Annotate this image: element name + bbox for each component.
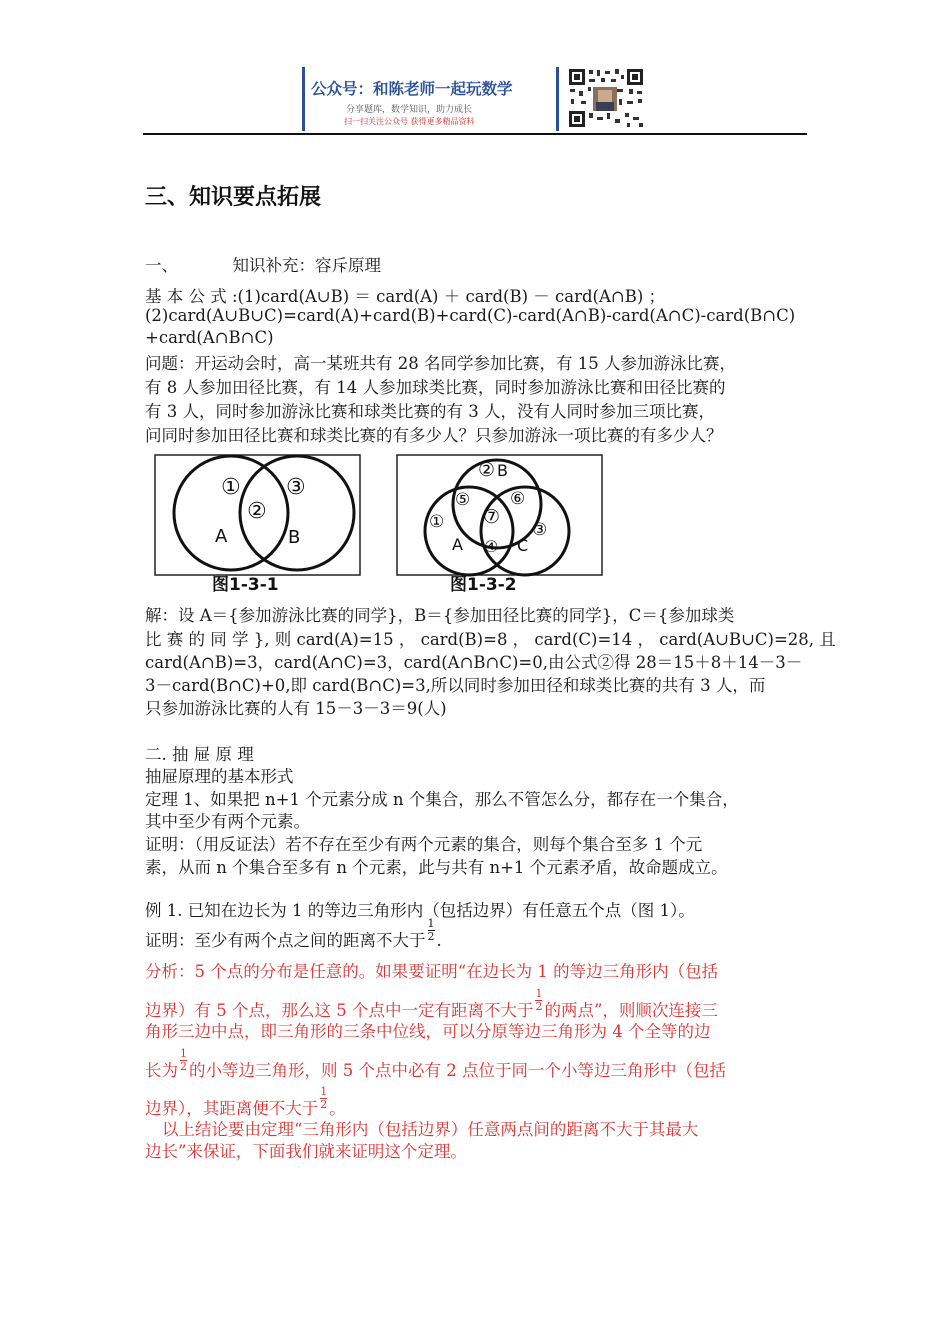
fig2-region-1: ① <box>429 512 445 532</box>
venn-figures <box>154 453 606 595</box>
banner-subtitle: 分享题库，数学知识，助力成长 <box>346 105 473 115</box>
analysis-line <box>145 988 718 1021</box>
analysis-text: 。 <box>329 1099 346 1118</box>
fig2-region-3: ③ <box>532 520 548 540</box>
example-line: 例 1. 已知在边长为 1 的等边三角形内（包括边界）有任意五个点（图 1）。 <box>145 901 695 920</box>
fraction-denominator: 2 <box>180 1060 187 1073</box>
venn-figure-2 <box>397 455 602 595</box>
fraction-numerator: 1 <box>535 987 543 1000</box>
part1-heading-num: 一、 <box>145 256 178 275</box>
fig2-region-7: ⑦ <box>483 506 501 528</box>
part2-subheading: 抽屉原理的基本形式 <box>145 767 294 786</box>
qr-code-icon <box>567 67 645 129</box>
analysis-text: 的两点”，则顺次连接三 <box>544 1001 718 1020</box>
fraction-denominator: 2 <box>535 1000 543 1013</box>
venn-figure-1 <box>155 455 360 595</box>
problem-line: 问题：开运动会时，高一某班共有 28 名同学参加比赛，有 15 人参加游泳比赛， <box>145 354 736 373</box>
section-title: 三、知识要点拓展 <box>145 185 322 210</box>
fig2-label-a: A <box>452 535 463 554</box>
fraction-half <box>428 918 435 943</box>
solution-line: card(A∩B)=3，card(A∩C)=3，card(A∩B∩C)=0,由公式②得 28＝15＋8＋14－3－ <box>145 653 803 672</box>
part1-heading <box>145 252 381 276</box>
header-rule <box>143 133 807 135</box>
proof-line: 证明：（用反证法）若不存在至少有两个元素的集合，则每个集合至多 1 个元 <box>145 835 703 854</box>
analysis-line: 以上结论要由定理“三角形内（包括边界）任意两点间的距离不大于其最大 <box>162 1120 699 1139</box>
analysis-text: 边界），其距离便不大于 <box>145 1099 319 1118</box>
solution-line: 3－card(B∩C)+0,即 card(B∩C)=3,所以同时参加田径和球类比赛的共有 3 人，而 <box>145 676 766 695</box>
fig1-caption: 图1-3-1 <box>212 575 279 595</box>
part1-heading-text: 知识补充：容斥原理 <box>232 256 381 275</box>
banner-tagline: 扫一扫关注公众号 获得更多精品资料 <box>344 117 475 126</box>
fraction-half <box>320 1086 327 1111</box>
solution-line: 比 赛 的 同 学 }, 则 card(A)=15 ， card(B)=8 ， card(C)=14 ， card(A∪B∪C)=28, 且 <box>145 630 836 649</box>
problem-line: 有 8 人参加田径比赛，有 14 人参加球类比赛，同时参加游泳比赛和田径比赛的 <box>145 378 726 397</box>
fig2-region-6: ⑥ <box>510 489 526 509</box>
analysis-line: 角形三边中点，即三角形的三条中位线，可以分原等边三角形为 4 个全等的边 <box>145 1022 711 1041</box>
fig2-region-5: ⑤ <box>455 490 471 510</box>
solution-line: 只参加游泳比赛的人有 15－3－3＝9(人) <box>145 699 447 718</box>
proof-line: 素，从而 n 个集合至多有 n 个元素，此与共有 n+1 个元素矛盾，故命题成立。 <box>145 858 728 877</box>
analysis-text: 边界）有 5 个点，那么这 5 个点中一定有距离不大于 <box>145 1001 534 1020</box>
fig1-label-b: B <box>288 527 301 548</box>
fig2-region-4: ④ <box>484 537 499 556</box>
fig1-circle-a <box>174 456 288 570</box>
fig2-label-c: C <box>517 536 529 555</box>
formula-line-3: +card(A∩B∩C) <box>145 328 274 347</box>
analysis-text: 长为 <box>145 1061 178 1080</box>
fig1-region-2: ② <box>247 499 267 524</box>
proof2-prefix: 证明：至少有两个点之间的距离不大于 <box>145 931 426 950</box>
fig2-caption: 图1-3-2 <box>450 575 517 595</box>
part2-heading: 二. 抽 屉 原 理 <box>145 745 254 764</box>
formula-line-1: 基 本 公 式 :(1)card(A∪B) ＝ card(A) ＋ card(B) － card(A∩B) ； <box>145 287 666 306</box>
fig1-region-1: ① <box>221 475 241 500</box>
problem-line: 问同时参加田径比赛和球类比赛的有多少人？只参加游泳一项比赛的有多少人？ <box>145 426 723 445</box>
theorem-line: 其中至少有两个元素。 <box>145 812 310 831</box>
solution-line: 解：设 A＝{参加游泳比赛的同学}，B＝{参加田径比赛的同学}，C＝{参加球类 <box>145 606 735 625</box>
fraction-numerator: 1 <box>180 1047 187 1060</box>
formula-line-2: (2)card(A∪B∪C)=card(A)+card(B)+card(C)-card(A∩B)-card(A∩C)-card(B∩C) <box>145 306 796 325</box>
header-banner <box>302 67 646 133</box>
fraction-denominator: 2 <box>427 930 435 943</box>
theorem-line: 定理 1、如果把 n+1 个元素分成 n 个集合，那么不管怎么分，都存在一个集合， <box>145 790 739 809</box>
fig2-label-b: B <box>497 461 508 480</box>
banner-left-bar <box>302 67 305 131</box>
banner-title: 公众号：和陈老师一起玩数学 <box>311 80 513 98</box>
analysis-text: 的小等边三角形，则 5 个点中必有 2 点位于同一个小等边三角形中（包括 <box>189 1061 726 1080</box>
fig1-label-a: A <box>215 526 228 547</box>
fraction-denominator: 2 <box>320 1098 328 1111</box>
analysis-line <box>145 1048 726 1081</box>
analysis-line: 边长”来保证，下面我们就来证明这个定理。 <box>145 1142 467 1161</box>
analysis-line <box>145 1086 346 1119</box>
banner-right-bar <box>556 67 559 131</box>
fraction-numerator: 1 <box>427 917 435 930</box>
analysis-line: 分析：5 个点的分布是任意的。如果要证明“在边长为 1 的等边三角形内（包括 <box>145 962 719 981</box>
problem-line: 有 3 人，同时参加游泳比赛和球类比赛的有 3 人，没有人同时参加三项比赛， <box>145 402 715 421</box>
proof2-line <box>145 918 442 951</box>
fraction-numerator: 1 <box>320 1085 328 1098</box>
fig1-region-3: ③ <box>286 475 306 500</box>
fraction-half <box>535 988 542 1013</box>
fig2-region-2: ② <box>478 459 496 481</box>
fraction-half <box>180 1048 187 1073</box>
proof2-suffix: . <box>436 931 442 950</box>
